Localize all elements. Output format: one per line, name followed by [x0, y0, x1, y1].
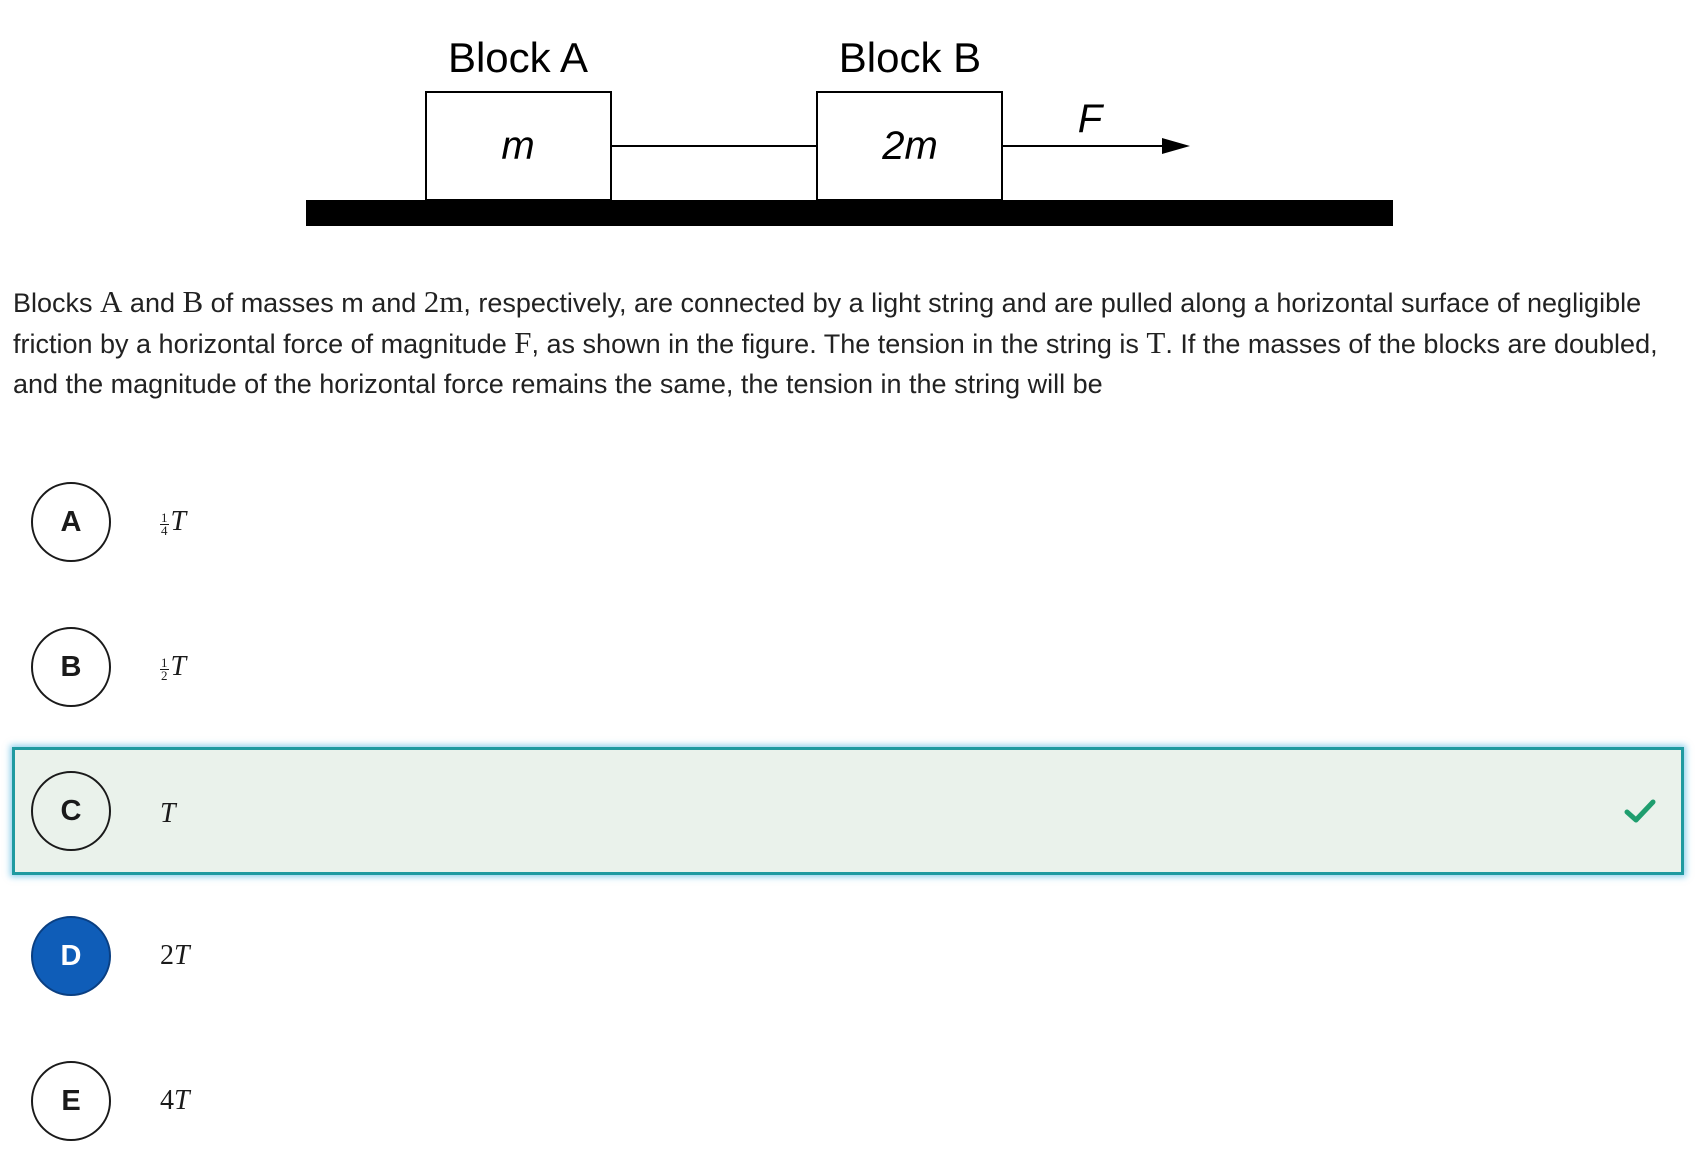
- choice-a-answer: $\frac{1}{4}$ T: [161, 506, 187, 538]
- choice-d[interactable]: [12, 892, 1684, 1020]
- choice-e-bubble[interactable]: E: [31, 1061, 111, 1141]
- block-a-label: Block A: [447, 34, 589, 81]
- fraction: $\frac{1}{2}$: [161, 654, 168, 683]
- choice-c[interactable]: [12, 747, 1684, 875]
- choice-d-bubble[interactable]: D: [31, 916, 111, 996]
- choice-c-answer: T: [160, 798, 176, 829]
- fraction: $\frac{1}{4}$: [161, 509, 168, 538]
- choice-d-answer: 2 T: [160, 940, 190, 971]
- question-stem: Blocks A and B of masses m and 2m, respectively, are connected by a light string and are pulled along a horizontal surface of negligible friction by a horizontal force of magnitude F, as shown in the figure. The tension in the string is T. If the masses of the blocks are doubled, and the magnitude of the horizontal force remains the same, the tension in the string will be: [13, 284, 1658, 399]
- choice-b-bubble[interactable]: B: [31, 627, 111, 707]
- choice-b-answer: $\frac{1}{2}$ T: [161, 651, 187, 683]
- choice-e-answer: 4 T: [160, 1085, 190, 1116]
- choice-e[interactable]: [12, 1037, 1684, 1165]
- force-label: F: [1077, 97, 1103, 141]
- choice-a[interactable]: [12, 458, 1684, 586]
- block-b-label: Block B: [838, 34, 982, 81]
- choice-a-bubble[interactable]: A: [31, 482, 111, 562]
- check-icon: [1623, 794, 1657, 828]
- block-b-mass: 2m: [882, 124, 938, 168]
- surface: [306, 200, 1393, 226]
- blocks-diagram: [0, 0, 1696, 240]
- force-arrowhead: [1162, 138, 1190, 154]
- physics-figure: [0, 0, 1696, 240]
- choice-b[interactable]: [12, 603, 1684, 731]
- choice-c-bubble[interactable]: C: [31, 771, 111, 851]
- block-a-mass: m: [501, 124, 535, 168]
